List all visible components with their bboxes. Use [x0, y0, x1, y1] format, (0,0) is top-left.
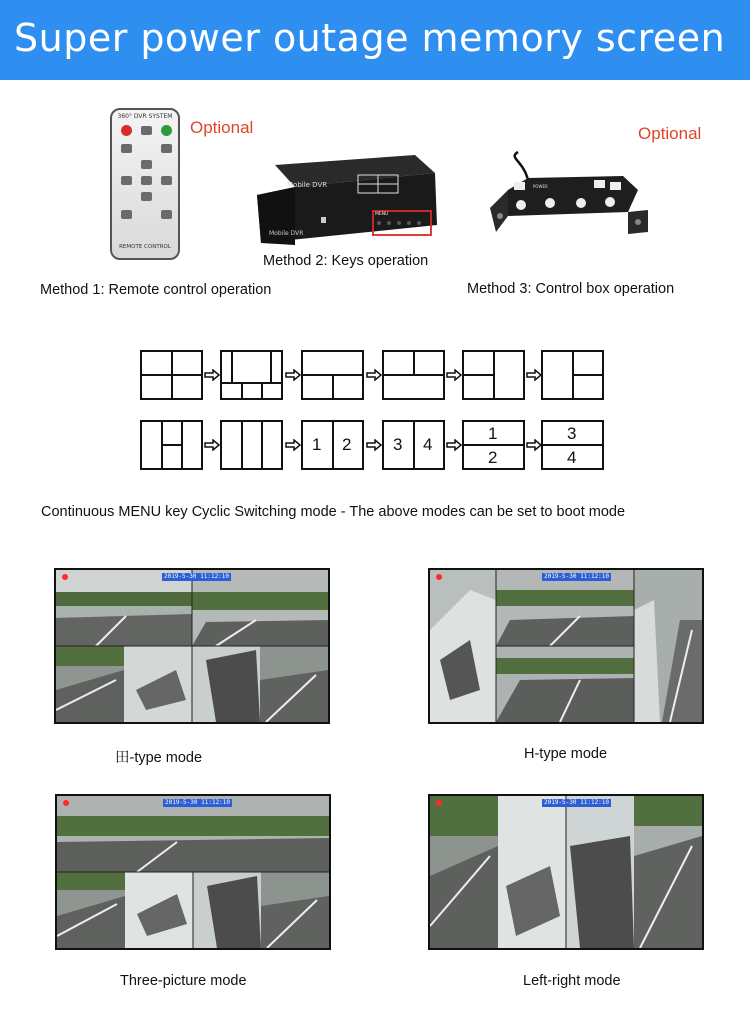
channel-number: 1 [488, 424, 498, 443]
quad-mode-label: 田-type mode [115, 750, 203, 766]
channel-number: 2 [342, 435, 352, 454]
channel-number: 1 [312, 435, 322, 454]
layout-side-by-side-1-2 [301, 420, 364, 470]
left-arrow-key-icon [121, 176, 132, 185]
arrow-right-icon [204, 369, 220, 381]
h-type-mode-label: H-type mode [524, 746, 608, 762]
dvr-front-label: Mobile DVR [269, 230, 304, 237]
layout-side-by-side-3-4 [382, 420, 445, 470]
ok-key-icon [141, 176, 152, 185]
green-button-icon [161, 125, 172, 136]
method1-label: Method 1: Remote control operation [40, 282, 272, 298]
quad-mode-screenshot [54, 568, 330, 724]
layout-stacked-1-2 [462, 420, 525, 470]
optional-label-right: Optional [638, 124, 702, 143]
remote-footer: REMOTE CONTROL [119, 244, 171, 250]
arrow-right-icon [366, 369, 382, 381]
recording-dot-icon [436, 800, 442, 806]
dvr-top-label: Mobile DVR [287, 181, 328, 189]
layout-quad [140, 350, 203, 400]
remote-key-icon [121, 144, 132, 153]
layout-left-plus-right-split [462, 350, 525, 400]
layout-two-top-one-bottom [382, 350, 445, 400]
remote-key-icon [161, 210, 172, 219]
layout-three-picture [301, 350, 364, 400]
switching-mode-caption: Continuous MENU key Cyclic Switching mode - The above modes can be set to boot mode [41, 504, 626, 520]
arrow-right-icon [446, 369, 462, 381]
control-box-image [488, 150, 648, 242]
arrow-right-icon [446, 439, 462, 451]
layout-stacked-3-4 [541, 420, 604, 470]
channel-number: 4 [567, 448, 577, 467]
control-box-power-label: POWER [533, 184, 548, 189]
left-right-mode-label: Left-right mode [523, 973, 621, 989]
right-arrow-key-icon [161, 176, 172, 185]
arrow-right-icon [526, 369, 542, 381]
title-banner [0, 0, 750, 80]
page-title: Super power outage memory screen [14, 16, 726, 60]
timestamp-overlay: 2019-5-30 11:12:10 [544, 573, 610, 580]
three-picture-mode-label: Three-picture mode [120, 973, 247, 989]
arrow-right-icon [285, 439, 301, 451]
remote-key-icon [121, 210, 132, 219]
left-right-mode-screenshot [428, 794, 704, 950]
channel-number: 4 [423, 435, 433, 454]
dvr-menu-label: MENU [375, 212, 389, 217]
method2-label: Method 2: Keys operation [263, 253, 429, 269]
three-picture-mode-screenshot [55, 794, 331, 950]
arrow-right-icon [204, 439, 220, 451]
mode-key-icon [141, 126, 152, 135]
up-arrow-key-icon [141, 160, 152, 169]
timestamp-overlay: 2019-5-30 11:12:10 [544, 799, 610, 806]
layout-left-split-column [140, 420, 203, 470]
arrow-right-icon [526, 439, 542, 451]
remote-title: 360° DVR SYSTEM [117, 113, 173, 120]
timestamp-overlay: 2019-5-30 11:12:10 [164, 573, 230, 580]
arrow-right-icon [366, 439, 382, 451]
method3-label: Method 3: Control box operation [467, 281, 675, 297]
recording-dot-icon [62, 574, 68, 580]
layout-one-top-three-bottom [220, 350, 283, 400]
recording-dot-icon [436, 574, 442, 580]
remote-key-icon [161, 144, 172, 153]
down-arrow-key-icon [141, 192, 152, 201]
optional-label-left: Optional [190, 118, 254, 137]
mobile-dvr-image [255, 155, 440, 247]
channel-number: 3 [393, 435, 403, 454]
arrow-right-icon [285, 369, 301, 381]
channel-number: 2 [488, 448, 498, 467]
power-button-icon [121, 125, 132, 136]
timestamp-overlay: 2019-5-30 11:12:10 [165, 799, 231, 806]
channel-number: 3 [567, 424, 577, 443]
layout-right-plus-left-split [541, 350, 604, 400]
h-type-mode-screenshot [428, 568, 704, 724]
remote-control-image [110, 108, 180, 260]
layout-three-columns [220, 420, 283, 470]
recording-dot-icon [63, 800, 69, 806]
